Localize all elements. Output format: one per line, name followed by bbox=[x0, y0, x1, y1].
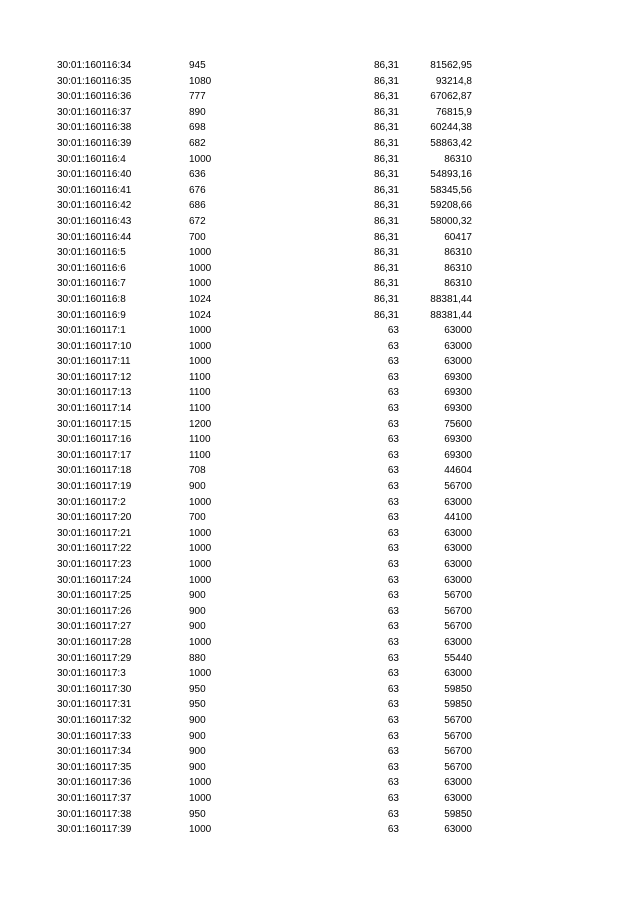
total-value-cell: 63000 bbox=[444, 559, 472, 570]
table-row bbox=[0, 245, 640, 261]
cadastral-number-cell: 30:01:160116:8 bbox=[57, 293, 126, 305]
unit-price-cell: 86,31 bbox=[373, 262, 399, 274]
table-row bbox=[0, 370, 640, 386]
total-value-cell: 58863,42 bbox=[430, 137, 472, 149]
cadastral-number-cell: 30:01:160117:22 bbox=[57, 543, 132, 555]
total-value-cell: 63000 bbox=[444, 668, 472, 680]
quantity-cell: 708 bbox=[189, 465, 206, 477]
quantity-cell: 1000 bbox=[189, 153, 212, 165]
unit-price-cell: 63 bbox=[387, 621, 399, 633]
table-row bbox=[0, 791, 640, 807]
total-value-cell: 69300 bbox=[444, 449, 472, 461]
data-table bbox=[0, 58, 640, 838]
total-value-cell: 59850 bbox=[444, 683, 472, 695]
quantity-cell: 1024 bbox=[189, 309, 212, 321]
unit-price-cell: 86,31 bbox=[373, 75, 399, 87]
cadastral-number-cell: 30:01:160116:36 bbox=[57, 91, 132, 103]
cadastral-number-cell: 30:01:160116:39 bbox=[57, 137, 132, 149]
table-row bbox=[0, 573, 640, 589]
cadastral-number-cell: 30:01:160117:12 bbox=[57, 371, 132, 383]
table-row bbox=[0, 510, 640, 526]
unit-price-cell: 86,31 bbox=[373, 60, 399, 71]
total-value-cell: 69300 bbox=[444, 371, 472, 383]
table-row bbox=[0, 339, 640, 355]
unit-price-cell: 63 bbox=[387, 465, 399, 477]
total-value-cell: 56700 bbox=[444, 714, 472, 726]
table-row bbox=[0, 619, 640, 635]
quantity-cell: 950 bbox=[189, 683, 206, 695]
quantity-cell: 1000 bbox=[189, 496, 212, 508]
table-row bbox=[0, 604, 640, 620]
cadastral-number-cell: 30:01:160117:16 bbox=[57, 434, 132, 446]
cadastral-number-cell: 30:01:160117:30 bbox=[57, 683, 132, 695]
table-row bbox=[0, 385, 640, 401]
cadastral-number-cell: 30:01:160117:34 bbox=[57, 746, 132, 758]
quantity-cell: 1100 bbox=[189, 434, 211, 446]
unit-price-cell: 86,31 bbox=[373, 122, 399, 134]
cadastral-number-cell: 30:01:160117:11 bbox=[57, 356, 131, 368]
table-row bbox=[0, 136, 640, 152]
total-value-cell: 59850 bbox=[444, 699, 472, 711]
total-value-cell: 88381,44 bbox=[430, 309, 472, 321]
quantity-cell: 1000 bbox=[189, 543, 212, 555]
cadastral-number-cell: 30:01:160117:2 bbox=[57, 496, 126, 508]
total-value-cell: 69300 bbox=[444, 403, 472, 415]
table-row bbox=[0, 682, 640, 698]
cadastral-number-cell: 30:01:160117:36 bbox=[57, 777, 132, 789]
quantity-cell: 900 bbox=[189, 605, 206, 617]
total-value-cell: 75600 bbox=[444, 418, 472, 430]
cadastral-number-cell: 30:01:160117:14 bbox=[57, 403, 132, 415]
unit-price-cell: 86,31 bbox=[373, 169, 399, 181]
cadastral-number-cell: 30:01:160116:40 bbox=[57, 169, 132, 181]
cadastral-number-cell: 30:01:160117:21 bbox=[57, 527, 132, 539]
quantity-cell: 1000 bbox=[189, 325, 212, 337]
total-value-cell: 56700 bbox=[444, 746, 472, 758]
table-row bbox=[0, 74, 640, 90]
unit-price-cell: 63 bbox=[387, 512, 399, 524]
cadastral-number-cell: 30:01:160116:4 bbox=[57, 153, 126, 165]
quantity-cell: 1000 bbox=[189, 527, 212, 539]
quantity-cell: 1000 bbox=[189, 668, 212, 680]
cadastral-number-cell: 30:01:160116:41 bbox=[57, 184, 132, 196]
unit-price-cell: 86,31 bbox=[373, 247, 399, 259]
quantity-cell: 1000 bbox=[189, 262, 212, 274]
unit-price-cell: 63 bbox=[387, 730, 399, 742]
total-value-cell: 63000 bbox=[444, 527, 472, 539]
quantity-cell: 700 bbox=[189, 231, 206, 243]
total-value-cell: 63000 bbox=[444, 325, 472, 337]
quantity-cell: 890 bbox=[189, 106, 206, 118]
table-row bbox=[0, 354, 640, 370]
total-value-cell: 56700 bbox=[444, 590, 472, 602]
unit-price-cell: 63 bbox=[387, 356, 399, 368]
quantity-cell: 1024 bbox=[189, 293, 212, 305]
quantity-cell: 1000 bbox=[189, 356, 212, 368]
unit-price-cell: 63 bbox=[387, 481, 399, 493]
table-row bbox=[0, 417, 640, 433]
total-value-cell: 44604 bbox=[444, 465, 472, 477]
cadastral-number-cell: 30:01:160117:37 bbox=[57, 792, 132, 804]
quantity-cell: 777 bbox=[189, 91, 206, 103]
total-value-cell: 76815,9 bbox=[435, 106, 472, 118]
cadastral-number-cell: 30:01:160117:31 bbox=[57, 699, 132, 711]
total-value-cell: 44100 bbox=[444, 512, 472, 524]
quantity-cell: 900 bbox=[189, 481, 206, 493]
total-value-cell: 59208,66 bbox=[430, 200, 472, 212]
table-row bbox=[0, 495, 640, 511]
unit-price-cell: 63 bbox=[387, 387, 399, 399]
unit-price-cell: 63 bbox=[387, 668, 399, 680]
table-row bbox=[0, 292, 640, 308]
cadastral-number-cell: 30:01:160117:28 bbox=[57, 636, 132, 648]
cadastral-number-cell: 30:01:160117:32 bbox=[57, 714, 132, 726]
quantity-cell: 1000 bbox=[189, 824, 212, 836]
total-value-cell: 58345,56 bbox=[430, 184, 472, 196]
quantity-cell: 676 bbox=[189, 184, 206, 196]
unit-price-cell: 86,31 bbox=[373, 184, 399, 196]
unit-price-cell: 86,31 bbox=[373, 200, 399, 212]
total-value-cell: 60244,38 bbox=[430, 122, 472, 134]
quantity-cell: 1000 bbox=[189, 559, 212, 570]
quantity-cell: 1000 bbox=[189, 792, 212, 804]
quantity-cell: 686 bbox=[189, 200, 206, 212]
total-value-cell: 58000,32 bbox=[430, 215, 472, 227]
total-value-cell: 86310 bbox=[444, 247, 472, 259]
quantity-cell: 672 bbox=[189, 215, 206, 227]
cadastral-number-cell: 30:01:160117:3 bbox=[57, 668, 126, 680]
cadastral-number-cell: 30:01:160116:6 bbox=[57, 262, 126, 274]
table-row bbox=[0, 775, 640, 791]
total-value-cell: 56700 bbox=[444, 730, 472, 742]
cadastral-number-cell: 30:01:160116:35 bbox=[57, 75, 132, 87]
unit-price-cell: 63 bbox=[387, 434, 399, 446]
total-value-cell: 63000 bbox=[444, 356, 472, 368]
total-value-cell: 86310 bbox=[444, 278, 472, 290]
unit-price-cell: 63 bbox=[387, 340, 399, 352]
unit-price-cell: 86,31 bbox=[373, 137, 399, 149]
unit-price-cell: 63 bbox=[387, 325, 399, 337]
cadastral-number-cell: 30:01:160117:24 bbox=[57, 574, 132, 586]
quantity-cell: 700 bbox=[189, 512, 206, 524]
unit-price-cell: 63 bbox=[387, 527, 399, 539]
quantity-cell: 900 bbox=[189, 730, 206, 742]
total-value-cell: 63000 bbox=[444, 824, 472, 836]
unit-price-cell: 63 bbox=[387, 543, 399, 555]
cadastral-number-cell: 30:01:160117:26 bbox=[57, 605, 132, 617]
cadastral-number-cell: 30:01:160117:17 bbox=[57, 449, 132, 461]
table-row bbox=[0, 432, 640, 448]
table-row bbox=[0, 697, 640, 713]
total-value-cell: 56700 bbox=[444, 481, 472, 493]
quantity-cell: 900 bbox=[189, 590, 206, 602]
cadastral-number-cell: 30:01:160117:18 bbox=[57, 465, 132, 477]
table-row bbox=[0, 713, 640, 729]
quantity-cell: 1000 bbox=[189, 574, 212, 586]
cadastral-number-cell: 30:01:160117:19 bbox=[57, 481, 132, 493]
table-row bbox=[0, 152, 640, 168]
unit-price-cell: 63 bbox=[387, 496, 399, 508]
total-value-cell: 60417 bbox=[444, 231, 472, 243]
unit-price-cell: 63 bbox=[387, 824, 399, 836]
cadastral-number-cell: 30:01:160117:1 bbox=[57, 325, 126, 337]
table-row bbox=[0, 401, 640, 417]
cadastral-number-cell: 30:01:160117:25 bbox=[57, 590, 132, 602]
quantity-cell: 900 bbox=[189, 714, 206, 726]
quantity-cell: 950 bbox=[189, 808, 206, 820]
quantity-cell: 1000 bbox=[189, 278, 212, 290]
unit-price-cell: 63 bbox=[387, 636, 399, 648]
unit-price-cell: 63 bbox=[387, 574, 399, 586]
cadastral-number-cell: 30:01:160117:15 bbox=[57, 418, 132, 430]
total-value-cell: 93214,8 bbox=[435, 75, 472, 87]
cadastral-number-cell: 30:01:160116:37 bbox=[57, 106, 132, 118]
quantity-cell: 880 bbox=[189, 652, 206, 664]
unit-price-cell: 63 bbox=[387, 371, 399, 383]
unit-price-cell: 86,31 bbox=[373, 309, 399, 321]
unit-price-cell: 63 bbox=[387, 808, 399, 820]
total-value-cell: 69300 bbox=[444, 387, 472, 399]
table-row bbox=[0, 479, 640, 495]
unit-price-cell: 86,31 bbox=[373, 153, 399, 165]
cadastral-number-cell: 30:01:160117:35 bbox=[57, 761, 132, 773]
table-row bbox=[0, 105, 640, 121]
table-row bbox=[0, 744, 640, 760]
quantity-cell: 950 bbox=[189, 699, 206, 711]
quantity-cell: 1100 bbox=[189, 387, 211, 399]
cadastral-number-cell: 30:01:160117:33 bbox=[57, 730, 132, 742]
total-value-cell: 56700 bbox=[444, 605, 472, 617]
table-row bbox=[0, 183, 640, 199]
table-row bbox=[0, 448, 640, 464]
table-row bbox=[0, 120, 640, 136]
table-row bbox=[0, 822, 640, 838]
cadastral-number-cell: 30:01:160117:23 bbox=[57, 559, 132, 570]
table-row bbox=[0, 58, 640, 74]
cadastral-number-cell: 30:01:160117:29 bbox=[57, 652, 132, 664]
total-value-cell: 88381,44 bbox=[430, 293, 472, 305]
table-row bbox=[0, 760, 640, 776]
table-row bbox=[0, 541, 640, 557]
table-row bbox=[0, 651, 640, 667]
unit-price-cell: 63 bbox=[387, 777, 399, 789]
unit-price-cell: 63 bbox=[387, 746, 399, 758]
unit-price-cell: 63 bbox=[387, 590, 399, 602]
unit-price-cell: 63 bbox=[387, 683, 399, 695]
quantity-cell: 1080 bbox=[189, 75, 212, 87]
total-value-cell: 56700 bbox=[444, 761, 472, 773]
quantity-cell: 1200 bbox=[189, 418, 212, 430]
unit-price-cell: 86,31 bbox=[373, 278, 399, 290]
cadastral-number-cell: 30:01:160117:13 bbox=[57, 387, 132, 399]
cadastral-number-cell: 30:01:160116:9 bbox=[57, 309, 126, 321]
quantity-cell: 1100 bbox=[189, 449, 211, 461]
quantity-cell: 945 bbox=[189, 60, 206, 71]
quantity-cell: 682 bbox=[189, 137, 206, 149]
total-value-cell: 86310 bbox=[444, 153, 472, 165]
table-row bbox=[0, 635, 640, 651]
cadastral-number-cell: 30:01:160117:39 bbox=[57, 824, 132, 836]
unit-price-cell: 86,31 bbox=[373, 215, 399, 227]
quantity-cell: 1000 bbox=[189, 340, 212, 352]
total-value-cell: 67062,87 bbox=[430, 91, 472, 103]
quantity-cell: 1100 bbox=[189, 403, 211, 415]
total-value-cell: 56700 bbox=[444, 621, 472, 633]
total-value-cell: 81562,95 bbox=[430, 60, 472, 71]
total-value-cell: 63000 bbox=[444, 777, 472, 789]
total-value-cell: 86310 bbox=[444, 262, 472, 274]
table-row bbox=[0, 588, 640, 604]
quantity-cell: 1000 bbox=[189, 247, 212, 259]
quantity-cell: 1000 bbox=[189, 777, 212, 789]
table-row bbox=[0, 198, 640, 214]
unit-price-cell: 63 bbox=[387, 605, 399, 617]
cadastral-number-cell: 30:01:160117:27 bbox=[57, 621, 132, 633]
total-value-cell: 54893,16 bbox=[430, 169, 472, 181]
total-value-cell: 69300 bbox=[444, 434, 472, 446]
unit-price-cell: 63 bbox=[387, 652, 399, 664]
unit-price-cell: 63 bbox=[387, 449, 399, 461]
cadastral-number-cell: 30:01:160116:44 bbox=[57, 231, 132, 243]
cadastral-number-cell: 30:01:160116:34 bbox=[57, 60, 132, 71]
total-value-cell: 63000 bbox=[444, 340, 472, 352]
cadastral-number-cell: 30:01:160116:7 bbox=[57, 278, 126, 290]
quantity-cell: 900 bbox=[189, 761, 206, 773]
table-row bbox=[0, 261, 640, 277]
table-row bbox=[0, 463, 640, 479]
cadastral-number-cell: 30:01:160117:20 bbox=[57, 512, 132, 524]
cadastral-number-cell: 30:01:160117:38 bbox=[57, 808, 132, 820]
unit-price-cell: 86,31 bbox=[373, 231, 399, 243]
table-row bbox=[0, 214, 640, 230]
table-row bbox=[0, 89, 640, 105]
unit-price-cell: 63 bbox=[387, 403, 399, 415]
quantity-cell: 900 bbox=[189, 621, 206, 633]
unit-price-cell: 86,31 bbox=[373, 91, 399, 103]
total-value-cell: 63000 bbox=[444, 574, 472, 586]
total-value-cell: 63000 bbox=[444, 636, 472, 648]
table-row bbox=[0, 230, 640, 246]
table-row bbox=[0, 276, 640, 292]
quantity-cell: 698 bbox=[189, 122, 206, 134]
total-value-cell: 59850 bbox=[444, 808, 472, 820]
unit-price-cell: 63 bbox=[387, 699, 399, 711]
table-row bbox=[0, 807, 640, 823]
table-row bbox=[0, 308, 640, 324]
quantity-cell: 636 bbox=[189, 169, 206, 181]
total-value-cell: 63000 bbox=[444, 543, 472, 555]
cadastral-number-cell: 30:01:160116:42 bbox=[57, 200, 132, 212]
table-row bbox=[0, 526, 640, 542]
quantity-cell: 1000 bbox=[189, 636, 212, 648]
unit-price-cell: 63 bbox=[387, 714, 399, 726]
total-value-cell: 63000 bbox=[444, 792, 472, 804]
cadastral-number-cell: 30:01:160116:5 bbox=[57, 247, 126, 259]
unit-price-cell: 86,31 bbox=[373, 293, 399, 305]
unit-price-cell: 63 bbox=[387, 792, 399, 804]
table-row bbox=[0, 167, 640, 183]
table-row bbox=[0, 557, 640, 573]
table-row bbox=[0, 729, 640, 745]
unit-price-cell: 86,31 bbox=[373, 106, 399, 118]
cadastral-number-cell: 30:01:160116:38 bbox=[57, 122, 132, 134]
total-value-cell: 55440 bbox=[444, 652, 472, 664]
cadastral-number-cell: 30:01:160116:43 bbox=[57, 215, 132, 227]
table-row bbox=[0, 323, 640, 339]
unit-price-cell: 63 bbox=[387, 761, 399, 773]
total-value-cell: 63000 bbox=[444, 496, 472, 508]
table-row bbox=[0, 666, 640, 682]
quantity-cell: 900 bbox=[189, 746, 206, 758]
quantity-cell: 1100 bbox=[189, 371, 211, 383]
cadastral-number-cell: 30:01:160117:10 bbox=[57, 340, 132, 352]
unit-price-cell: 63 bbox=[387, 418, 399, 430]
unit-price-cell: 63 bbox=[387, 559, 399, 570]
